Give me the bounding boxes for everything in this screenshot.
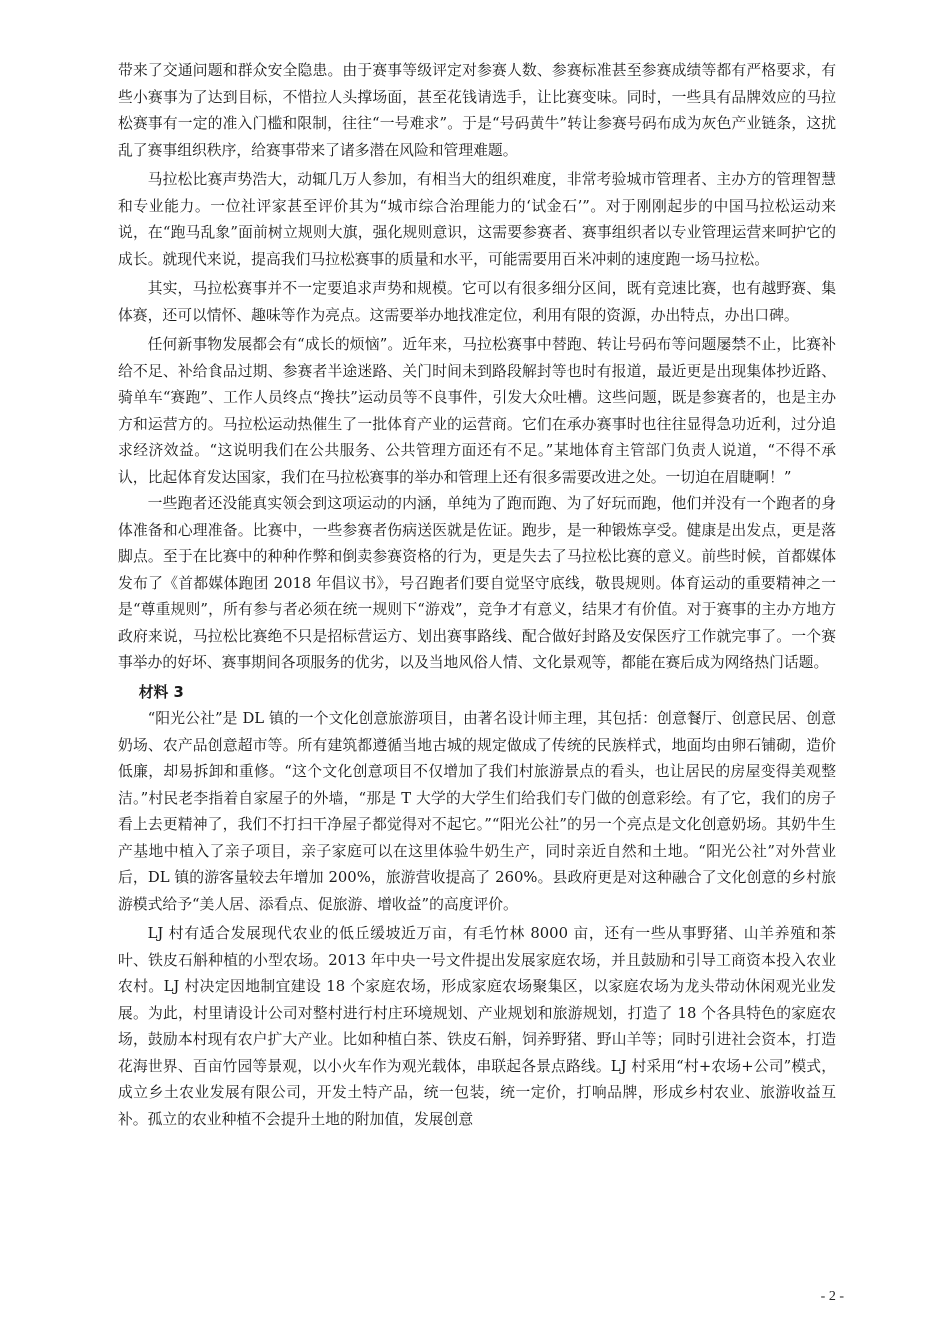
section-heading-material-3: 材料 3 (138, 683, 184, 701)
page-number: - 2 - (820, 1289, 844, 1304)
paragraph-runners-rules: 一些跑者还没能真实领会到这项运动的内涵，单纯为了跑而跑、为了好玩而跑，他们并没有一个跑者的身体准备和心理准备。比赛中，一些参赛者伤病送医就是佐证。跑步，是一种锻炼享受。健康是出发点，更是落脚点。至于在比赛中的种种作弊和倒卖参赛资格的行为，更是失去了马拉松比赛的意义。前些时候，首都媒体发布了《首都媒体跑团 2018 年倡议书》，号召跑者们要自觉坚守底线，敬畏规则。体育运动的重要精神之一是“尊重规则”，所有参与者必须在统一规则下“游戏”，竞争才有意义，结果才有价值。对于赛事的主办方地方政府来说，马拉松比赛绝不只是招标营运方、划出赛事路线、配合做好封路及安保医疗工作就完事了。一个赛事举办的好坏、赛事期间各项服务的优劣，以及当地风俗人情、文化景观等，都能在赛后成为网络热门话题。 (118, 495, 836, 671)
paragraph-sunshine-commune: “阳光公社”是 DL 镇的一个文化创意旅游项目，由著名设计师主理，其包括：创意餐厅、创意民居、创意奶场、农产品创意超市等。所有建筑都遵循当地古城的规定做成了传统的民族样式，地面均由卵石铺砌，造价低廉，却易拆卸和重修。“这个文化创意项目不仅增加了我们村旅游景点的看头，也让居民的房屋变得美观整洁。”村民老李指着自家屋子的外墙，“那是 T 大学的大学生们给我们专门做的创意彩绘。有了它，我们的房子看上去更精神了，我们不打扫干净屋子都觉得对不起它。”“阳光公社”的另一个亮点是文化创意奶场。其奶牛生产基地中植入了亲子项目，亲子家庭可以在这里体验牛奶生产，同时亲近自然和土地。“阳光公社”对外营业后，DL 镇的游客量较去年增加 200%，旅游营收提高了 260%。县政府更是对这种融合了文化创意的乡村旅游模式给予“美人居、添看点、促旅游、增收益”的高度评价。 (118, 710, 836, 913)
paragraph-marathon-organization: 马拉松比赛声势浩大，动辄几万人参加，有相当大的组织难度，非常考验城市管理者、主办方的管理智慧和专业能力。一位社评家甚至评价其为“城市综合治理能力的‘试金石’”。对于刚刚起步的中国马拉松运动来说，在“跑马乱象”面前树立规则大旗，强化规则意识，这需要参赛者、赛事组织者以专业管理运营来呵护它的成长。就现代来说，提高我们马拉松赛事的质量和水平，可能需要用百米冲刺的速度跑一场马拉松。 (118, 171, 836, 268)
document-page (118, 58, 836, 1133)
paragraph-growing-pains: 任何新事物发展都会有“成长的烦恼”。近年来，马拉松赛事中替跑、转让号码布等问题屡禁不止，比赛补给不足、补给食品过期、参赛者半途迷路、关门时间未到路段解封等也时有报道，最近更是出现集体抄近路、骑单车“赛跑”、工作人员终点“搀扶”运动员等不良事件，引发大众吐槽。这些问题，既是参赛者的，也是主办方和运营方的。马拉松运动热催生了一批体育产业的运营商。它们在承办赛事时也往往显得急功近利，过分追求经济效益。“这说明我们在公共服务、公共管理方面还有不足。”某地体育主管部门负责人说道，“不得不承认，比起体育发达国家，我们在马拉松赛事的举办和管理上还有很多需要改进之处。一切迫在眉睫啊！” (118, 336, 836, 486)
paragraph-continuation: 带来了交通问题和群众安全隐患。由于赛事等级评定对参赛人数、参赛标准甚至参赛成绩等都有严格要求，有些小赛事为了达到目标，不惜拉人头撑场面，甚至花钱请选手，让比赛变味。同时，一些具有品牌效应的马拉松赛事有一定的准入门槛和限制，往往“一号难求”。于是“号码黄牛”转让参赛号码布成为灰色产业链条，这扰乱了赛事组织秩序，给赛事带来了诸多潜在风险和管理难题。 (118, 62, 836, 159)
paragraph-lj-village: LJ 村有适合发展现代农业的低丘缓坡近万亩，有毛竹林 8000 亩，还有一些从事野猪、山羊养殖和茶叶、铁皮石斛种植的小型农场。2013 年中央一号文件提出发展家庭农场，并且鼓励和引导工商资本投入农业农村。LJ 村决定因地制宜建设 18 个家庭农场，形成家庭农场聚集区，以家庭农场为龙头带动休闲观光业发展。为此，村里请设计公司对整村进行村庄环境规划、产业规划和旅游规划，打造了 18 个各具特色的家庭农场，鼓励本村现有农户扩大产业。比如种植白茶、铁皮石斛，饲养野猪、野山羊等；同时引进社会资本，打造花海世界、百亩竹园等景观，以小火车作为观光载体，串联起各景点路线。LJ 村采用“村+农场+公司”模式，成立乡土农业发展有限公司，开发土特产品，统一包装，统一定价，打响品牌，形成乡村农业、旅游收益互补。孤立的农业种植不会提升土地的附加值，发展创意 (118, 925, 836, 1128)
paragraph-marathon-positioning: 其实，马拉松赛事并不一定要追求声势和规模。它可以有很多细分区间，既有竞速比赛，也有越野赛、集体赛，还可以情怀、趣味等作为亮点。这需要举办地找准定位，利用有限的资源，办出特点，办出口碑。 (118, 280, 836, 324)
